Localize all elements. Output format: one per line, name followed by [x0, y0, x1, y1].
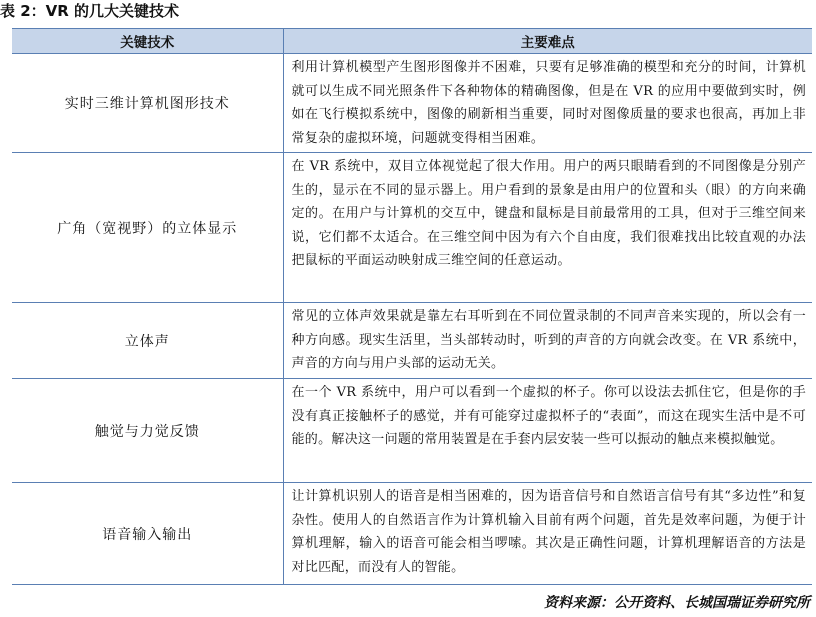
table-row — [12, 153, 812, 303]
technology-cell: 立体声 — [12, 303, 283, 379]
difficulty-cell: 在一个 VR 系统中，用户可以看到一个虚拟的杯子。你可以设法去抓住它，但是你的手没有真正接触杯子的感觉，并有可能穿过虚拟杯子的“表面”，而这在现实生活中是不可能的。解决这一问题的常用装置是在手套内层安装一些可以振动的触点来模拟触觉。 — [283, 379, 812, 483]
technology-cell: 广角（宽视野）的立体显示 — [12, 153, 283, 303]
difficulty-cell: 利用计算机模型产生图形图像并不困难，只要有足够准确的模型和充分的时间，计算机就可以生成不同光照条件下各种物体的精确图像，但是在 VR 的应用中要做到实时，例如在飞行模拟系统中，图像的刷新相当重要，同时对图像质量的要求也很高，再加上非常复杂的虚拟环境，问题就变得相当困难。 — [283, 54, 812, 153]
key-technologies-table — [12, 28, 812, 585]
technology-cell: 语音输入输出 — [12, 483, 283, 585]
header-technology: 关键技术 — [12, 29, 283, 54]
table-row — [12, 303, 812, 379]
table-header-row — [12, 29, 812, 54]
table-row — [12, 379, 812, 483]
header-difficulty: 主要难点 — [283, 29, 812, 54]
difficulty-cell: 让计算机识别人的语音是相当困难的，因为语音信号和自然语言信号有其“多边性”和复杂性。使用人的自然语言作为计算机输入目前有两个问题，首先是效率问题，为便于计算机理解，输入的语音可能会相当啰嗦。其次是正确性问题，计算机理解语音的方法是对比匹配，而没有人的智能。 — [283, 483, 812, 585]
table-caption: 表 2：VR 的几大关键技术 — [0, 2, 180, 20]
table-row — [12, 54, 812, 153]
table-row — [12, 483, 812, 585]
technology-cell: 触觉与力觉反馈 — [12, 379, 283, 483]
difficulty-cell: 在 VR 系统中，双目立体视觉起了很大作用。用户的两只眼睛看到的不同图像是分别产生的，显示在不同的显示器上。用户看到的景象是由用户的位置和头（眼）的方向来确定的。在用户与计算机的交互中，键盘和鼠标是目前最常用的工具，但对于三维空间来说，它们都不太适合。在三维空间中因为有六个自由度，我们很难找出比较直观的办法把鼠标的平面运动映射成三维空间的任意运动。 — [283, 153, 812, 303]
technology-cell: 实时三维计算机图形技术 — [12, 54, 283, 153]
difficulty-cell: 常见的立体声效果就是靠左右耳听到在不同位置录制的不同声音来实现的，所以会有一种方向感。现实生活里，当头部转动时，听到的声音的方向就会改变。在 VR 系统中，声音的方向与用户头部的运动无关。 — [283, 303, 812, 379]
source-note: 资料来源：公开资料、长城国瑞证券研究所 — [544, 595, 810, 611]
